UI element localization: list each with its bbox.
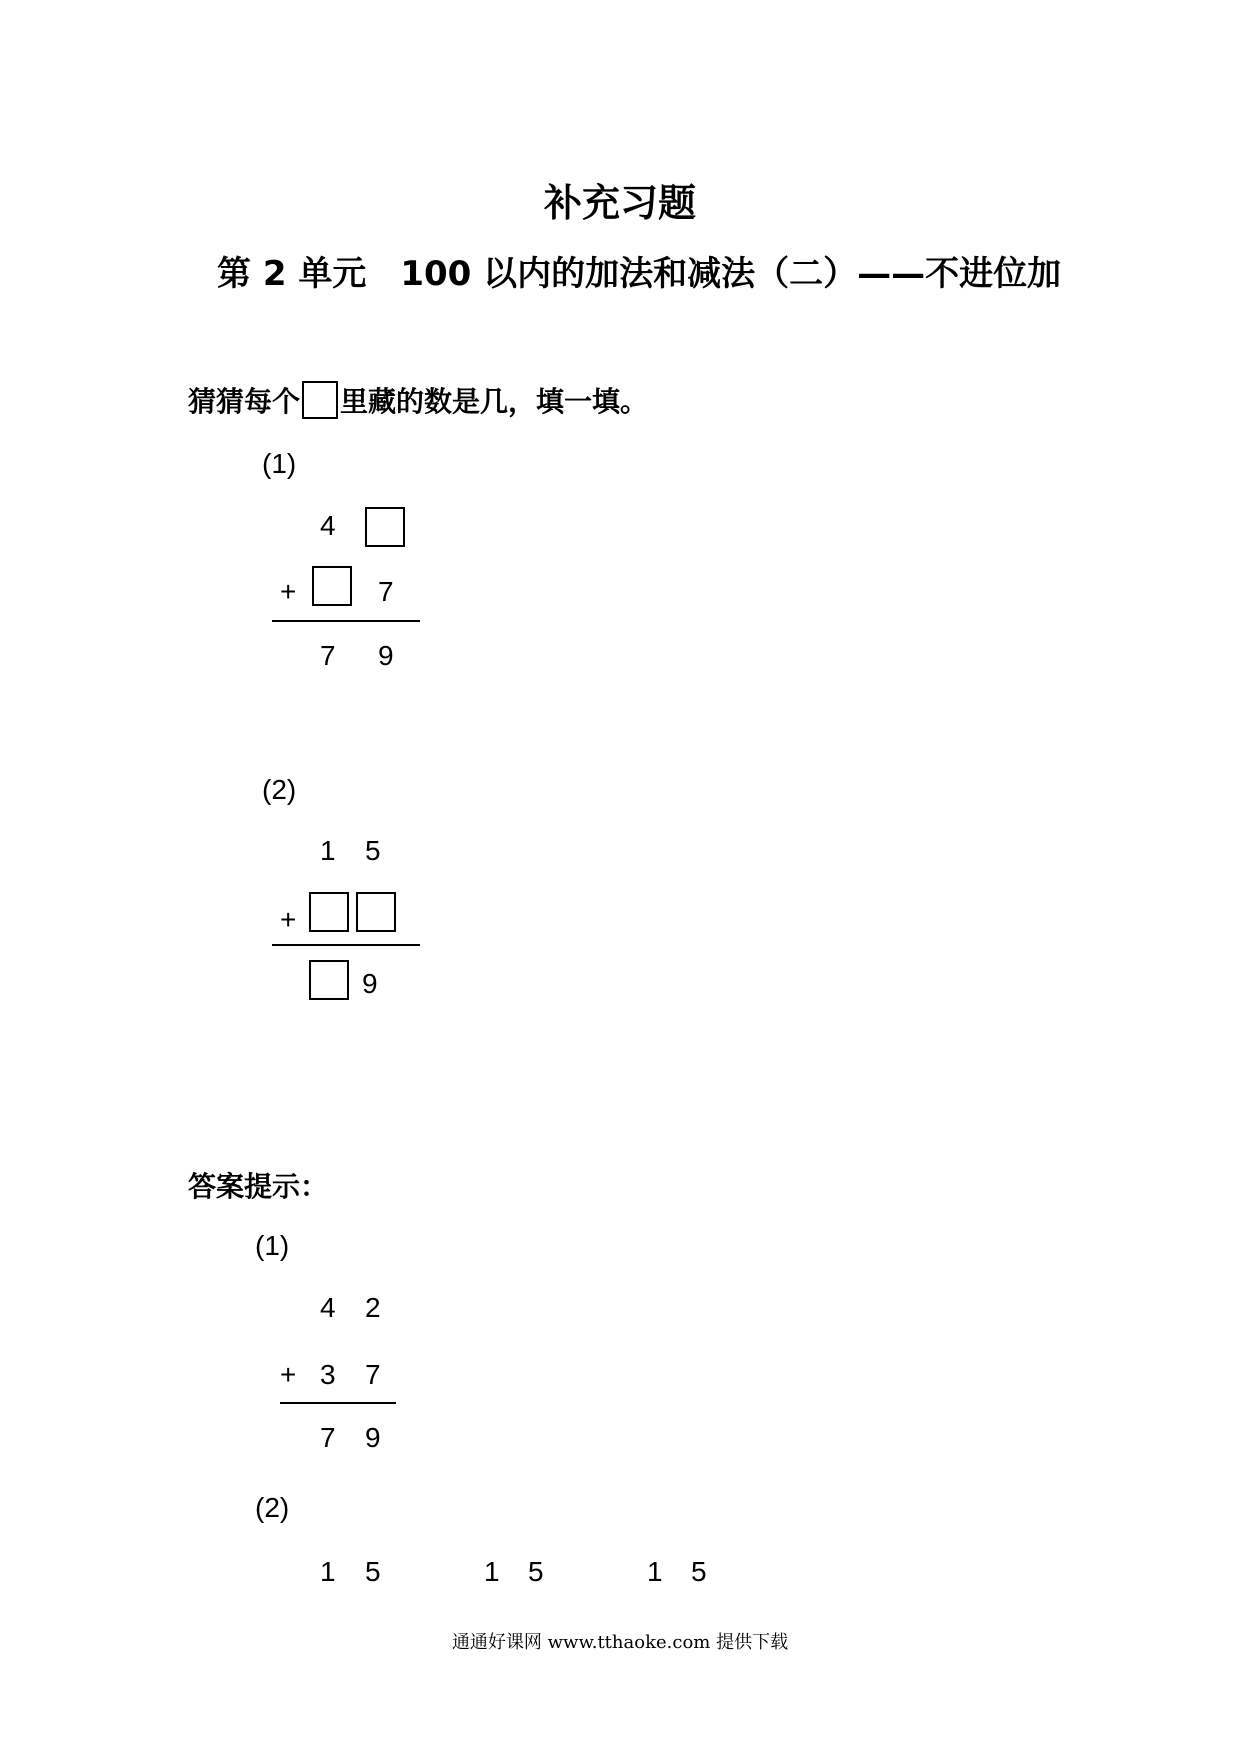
answers-heading: 答案提示：	[188, 1170, 329, 1203]
answer-1-result-tens: 7	[320, 1422, 336, 1453]
answer-1-top-ones: 2	[365, 1292, 381, 1323]
answer-2a-top-tens: 1	[320, 1556, 336, 1587]
problem-2-bottom-tens-box[interactable]	[309, 892, 349, 932]
question-prompt	[188, 380, 648, 420]
answer-1-bottom-ones: 7	[365, 1359, 381, 1390]
problem-1-top-ones-box[interactable]	[365, 507, 405, 547]
problem-2-result-ones: 9	[362, 968, 378, 999]
page-subtitle: 第 2 单元 100 以内的加法和减法（二）——不进位加	[217, 254, 1062, 294]
page-title: 补充习题	[543, 181, 696, 225]
problem-1-top-tens: 4	[320, 510, 336, 541]
problem-1-operator: +	[280, 576, 297, 607]
problem-2-sum-line	[272, 944, 420, 946]
prompt-box-icon	[302, 381, 338, 419]
answer-2-label: (2)	[255, 1492, 290, 1523]
problem-1-bottom-ones: 7	[378, 576, 394, 607]
answer-1-result-ones: 9	[365, 1422, 381, 1453]
problem-2-label: (2)	[262, 774, 297, 805]
problem-2-bottom-ones-box[interactable]	[356, 892, 396, 932]
problem-1-bottom-tens-box[interactable]	[312, 566, 352, 606]
answer-2c-top-ones: 5	[691, 1556, 707, 1587]
problem-2-top-tens: 1	[320, 835, 336, 866]
problem-1-result-ones: 9	[378, 640, 394, 671]
answer-2a-top-ones: 5	[365, 1556, 381, 1587]
problem-1-sum-line	[272, 620, 420, 622]
answer-2b-top-tens: 1	[484, 1556, 500, 1587]
problem-2-operator: +	[280, 904, 297, 935]
answer-1-operator: +	[280, 1359, 297, 1390]
prompt-after: 里藏的数是几，填一填。	[340, 385, 649, 418]
problem-2-top-ones: 5	[365, 835, 381, 866]
prompt-before: 猜猜每个	[188, 385, 301, 418]
answer-2b-top-ones: 5	[528, 1556, 544, 1587]
answer-1-label: (1)	[255, 1230, 290, 1261]
answer-1-top-tens: 4	[320, 1292, 336, 1323]
answer-1-sum-line	[280, 1402, 396, 1404]
answer-2c-top-tens: 1	[647, 1556, 663, 1587]
answer-1-bottom-tens: 3	[320, 1359, 336, 1390]
footer-credit: 通通好课网 www.tthaoke.com 提供下载	[451, 1632, 789, 1653]
problem-2-result-tens-box[interactable]	[309, 960, 349, 1000]
problem-1-result-tens: 7	[320, 640, 336, 671]
problem-1-label: (1)	[262, 448, 297, 479]
